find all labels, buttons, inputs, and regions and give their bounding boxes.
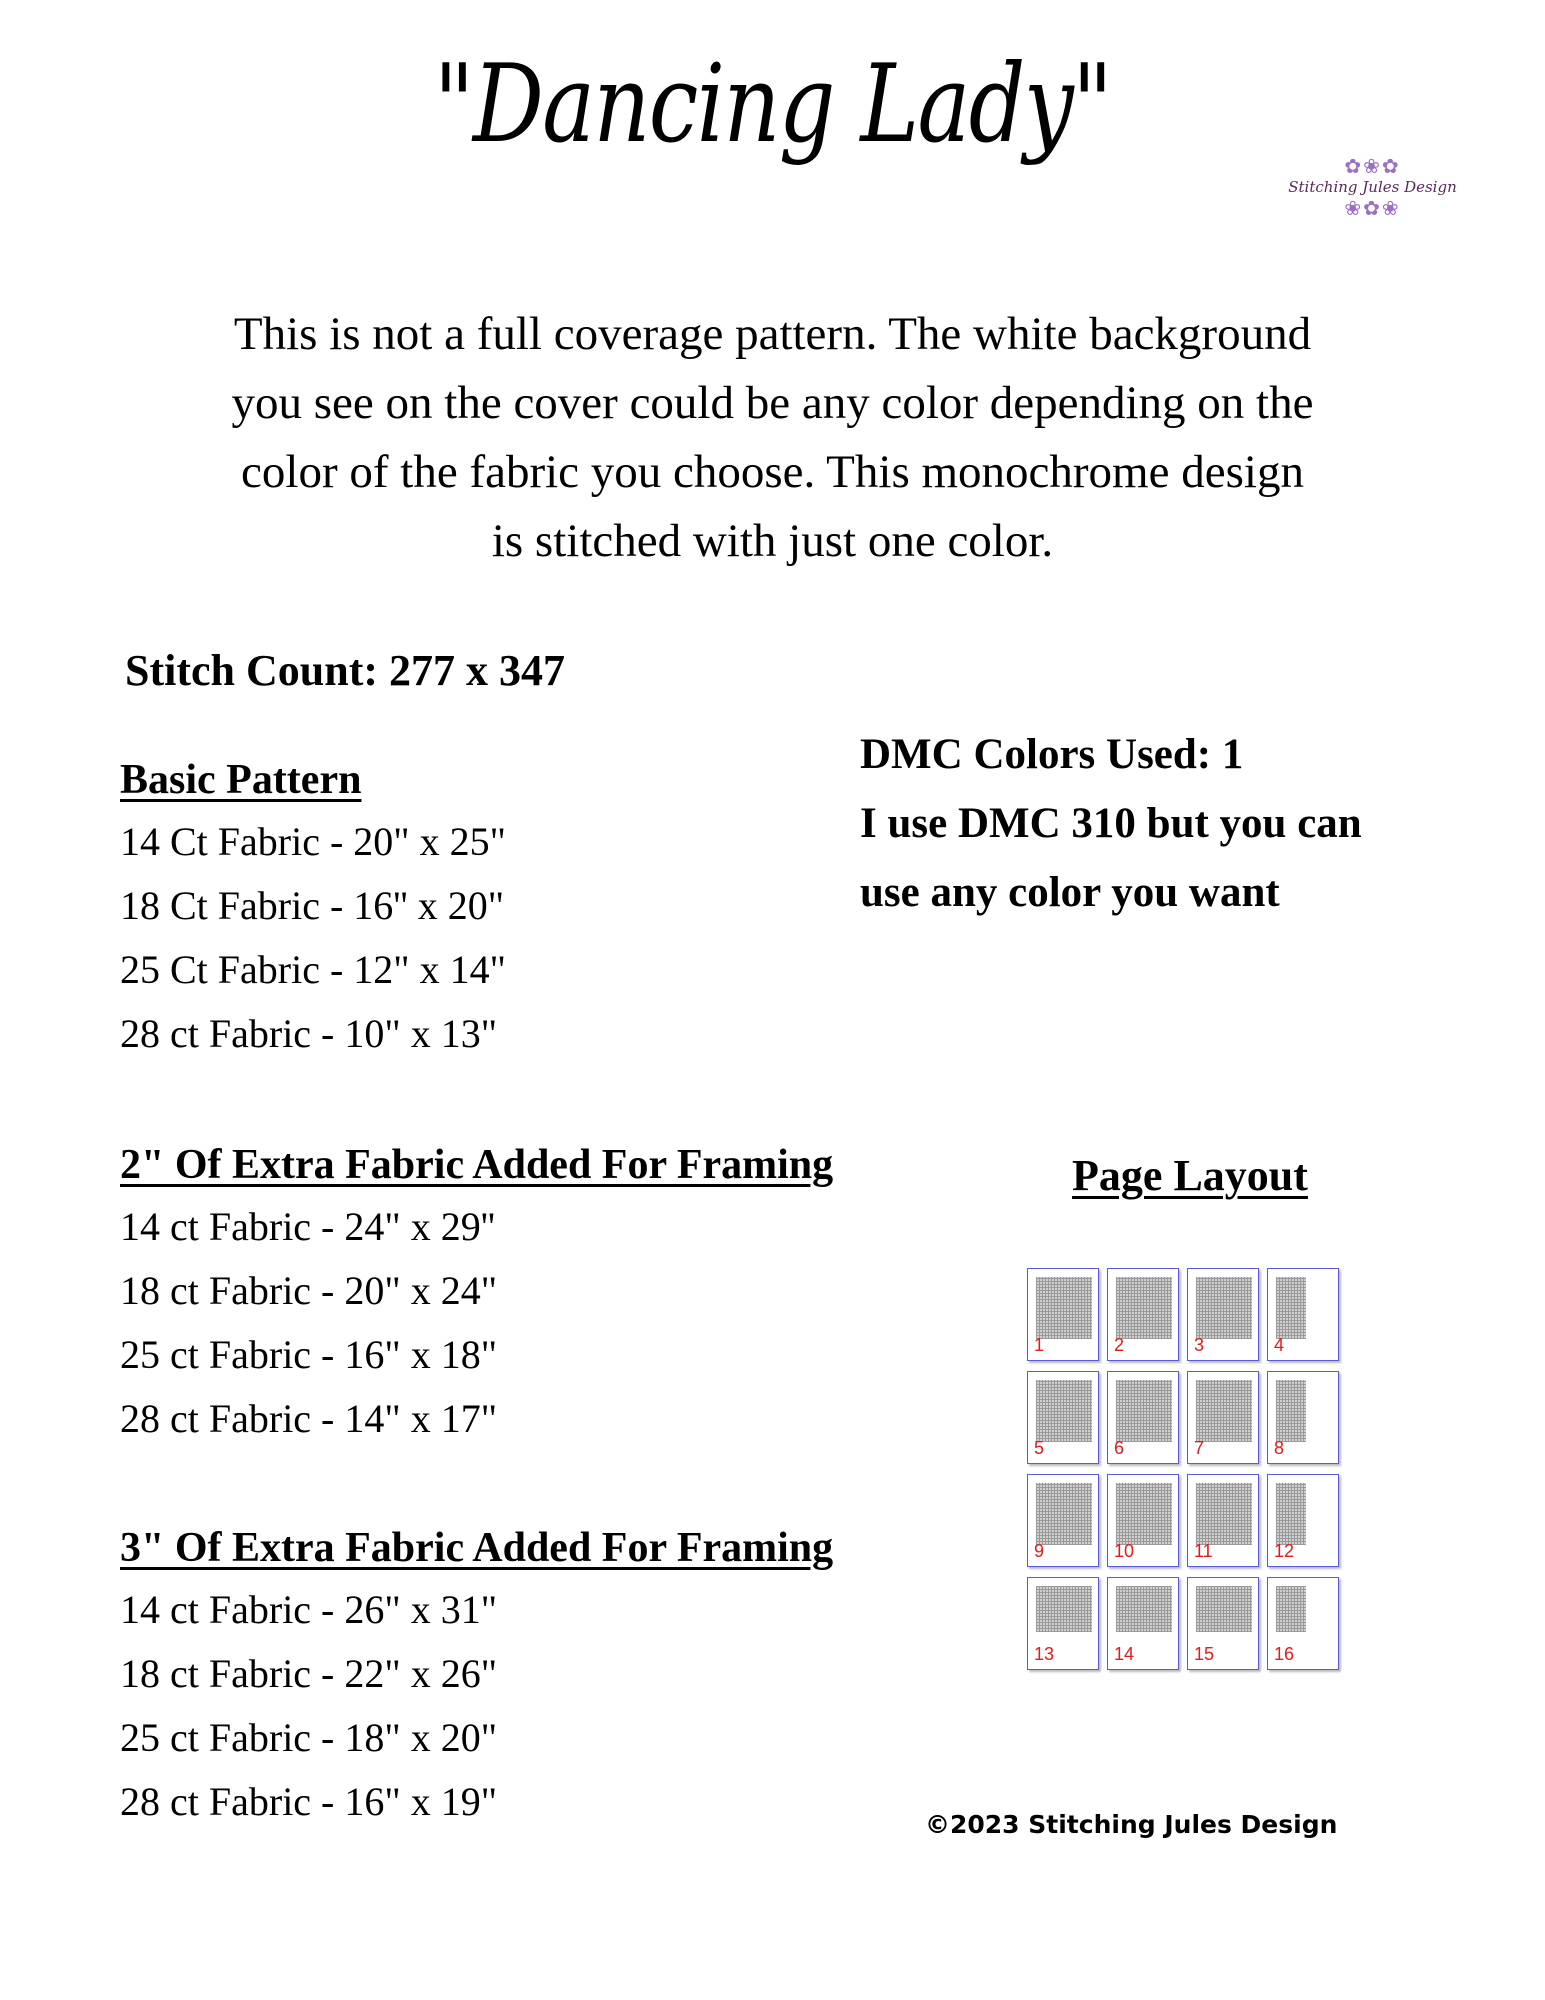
- chart-grid-preview: [1276, 1380, 1306, 1442]
- page-number: 3: [1194, 1335, 1205, 1355]
- chart-grid-preview: [1116, 1586, 1172, 1632]
- intro-line: is stitched with just one color.: [491, 515, 1054, 567]
- page-thumbnail: [1107, 1474, 1179, 1567]
- page-thumbnail: [1187, 1474, 1259, 1567]
- page-number: 7: [1194, 1438, 1205, 1458]
- page-number: 12: [1274, 1541, 1295, 1561]
- copyright-notice: ©2023 Stitching Jules Design: [925, 1810, 1338, 1839]
- chart-grid-preview: [1036, 1483, 1092, 1545]
- chart-grid-preview: [1276, 1586, 1306, 1632]
- logo-brand-name: Stitching Jules Design: [1288, 178, 1457, 196]
- chart-grid-preview: [1196, 1380, 1252, 1442]
- page-number: 16: [1274, 1644, 1295, 1664]
- dmc-line: use any color you want: [860, 869, 1280, 916]
- section-heading: 3" Of Extra Fabric Added For Framing: [120, 1525, 834, 1571]
- page-number: 11: [1194, 1541, 1213, 1561]
- page-thumbnail: [1187, 1577, 1259, 1670]
- chart-grid-preview: [1196, 1277, 1252, 1339]
- stitch-count: [125, 645, 565, 696]
- brand-logo: [1285, 155, 1460, 255]
- dmc-line: I use DMC 310 but you can: [860, 800, 1362, 847]
- fabric-size-item: 28 ct Fabric - 14" x 17": [120, 1396, 498, 1441]
- page-number: 4: [1274, 1335, 1285, 1355]
- fabric-size-item: 18 ct Fabric - 22" x 26": [120, 1651, 498, 1696]
- chart-grid-preview: [1116, 1277, 1172, 1339]
- extra-3in-section: [120, 1518, 833, 1834]
- basic-pattern-section: [120, 750, 506, 1066]
- page-number: 14: [1114, 1644, 1135, 1664]
- chart-grid-preview: [1116, 1483, 1172, 1545]
- fabric-size-item: 18 Ct Fabric - 16'' x 20": [120, 883, 505, 928]
- page-number: 13: [1034, 1644, 1055, 1664]
- stitch-count-value: 277 x 347: [389, 646, 566, 695]
- page-number: 15: [1194, 1644, 1215, 1664]
- page-thumbnail: [1187, 1371, 1259, 1464]
- chart-grid-preview: [1116, 1380, 1172, 1442]
- page-thumbnail: [1027, 1268, 1099, 1361]
- page-number: 5: [1034, 1438, 1045, 1458]
- fabric-size-item: 14 Ct Fabric - 20" x 25": [120, 819, 506, 864]
- fabric-size-item: 25 ct Fabric - 18" x 20": [120, 1715, 498, 1760]
- page-thumbnail: [1267, 1577, 1339, 1670]
- intro-line: This is not a full coverage pattern. The white background: [233, 308, 1312, 360]
- section-heading: 2" Of Extra Fabric Added For Framing: [120, 1142, 834, 1188]
- page-number: 10: [1114, 1541, 1135, 1561]
- chart-grid-preview: [1196, 1586, 1252, 1632]
- intro-line: you see on the cover could be any color depending on the: [231, 377, 1314, 429]
- page-thumbnail: [1107, 1268, 1179, 1361]
- page-thumbnail: [1027, 1474, 1099, 1567]
- chart-grid-preview: [1036, 1277, 1092, 1339]
- fabric-size-item: 14 ct Fabric - 26" x 31": [120, 1587, 498, 1632]
- dmc-colors-info: [860, 720, 1362, 927]
- page-thumbnail: [1267, 1268, 1339, 1361]
- page-number: 8: [1274, 1438, 1285, 1458]
- page-number: 9: [1034, 1541, 1045, 1561]
- extra-2in-section: [120, 1135, 833, 1451]
- pattern-title: "Dancing Lady": [433, 42, 1112, 167]
- intro-paragraph: [150, 300, 1395, 576]
- stitch-count-label: Stitch Count:: [125, 646, 379, 695]
- page-number: 2: [1114, 1335, 1125, 1355]
- page-thumbnail: [1187, 1268, 1259, 1361]
- swirl-ornament-icon: ✿❀✿: [1344, 154, 1401, 178]
- page-thumbnail: [1027, 1371, 1099, 1464]
- fabric-size-item: 18 ct Fabric - 20" x 24": [120, 1268, 498, 1313]
- page-layout-grid: [1027, 1268, 1347, 1670]
- section-heading: Basic Pattern: [120, 757, 362, 803]
- page-number: 1: [1034, 1335, 1045, 1355]
- page-layout-heading: Page Layout: [1072, 1151, 1308, 1200]
- swirl-ornament-icon: ❀✿❀: [1344, 196, 1401, 220]
- page-thumbnail: [1107, 1577, 1179, 1670]
- chart-grid-preview: [1276, 1277, 1306, 1339]
- chart-grid-preview: [1036, 1586, 1092, 1632]
- fabric-size-item: 14 ct Fabric - 24" x 29'': [120, 1204, 496, 1249]
- page-number: 6: [1114, 1438, 1125, 1458]
- page-thumbnail: [1267, 1474, 1339, 1567]
- page-thumbnail: [1107, 1371, 1179, 1464]
- dmc-line: DMC Colors Used: 1: [860, 731, 1244, 778]
- page-thumbnail: [1027, 1577, 1099, 1670]
- chart-grid-preview: [1036, 1380, 1092, 1442]
- fabric-size-item: 28 ct Fabric - 10" x 13": [120, 1011, 498, 1056]
- page-thumbnail: [1267, 1371, 1339, 1464]
- intro-line: color of the fabric you choose. This monochrome design: [241, 446, 1304, 498]
- fabric-size-item: 25 Ct Fabric - 12" x 14": [120, 947, 506, 992]
- chart-grid-preview: [1276, 1483, 1306, 1545]
- fabric-size-item: 25 ct Fabric - 16" x 18": [120, 1332, 498, 1377]
- fabric-size-item: 28 ct Fabric - 16" x 19": [120, 1779, 498, 1824]
- chart-grid-preview: [1196, 1483, 1252, 1545]
